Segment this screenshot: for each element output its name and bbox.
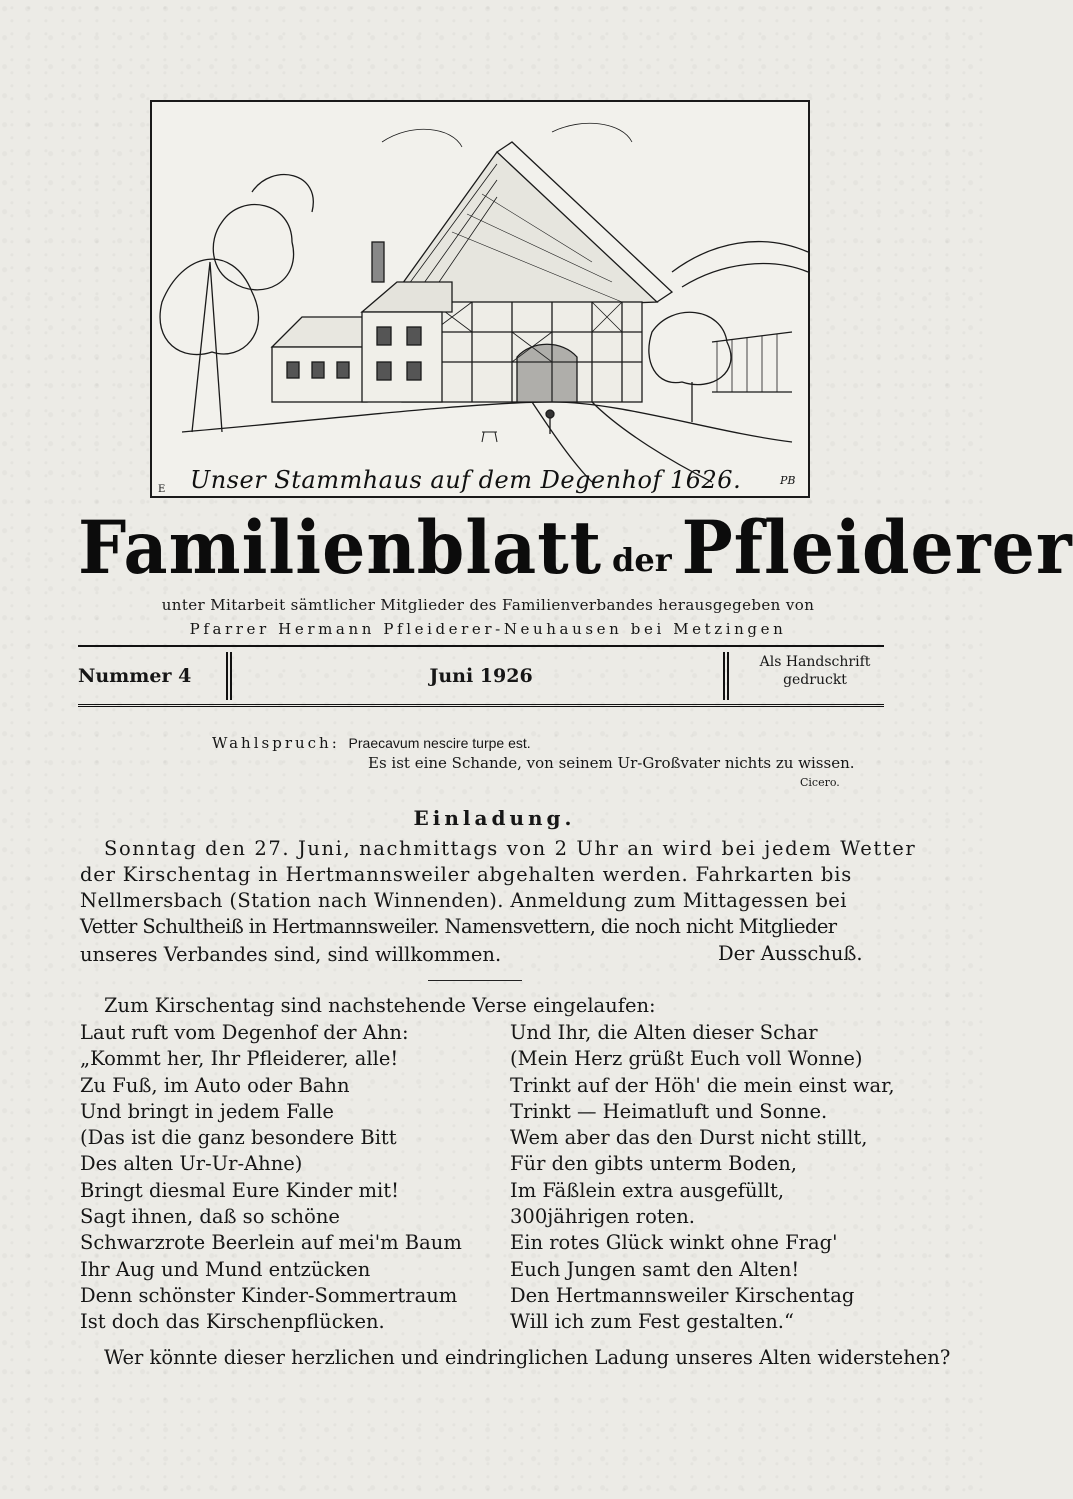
poem-line: Trinkt auf der Höh' die mein einst war, xyxy=(510,1073,895,1097)
poem-line: Sagt ihnen, daß so schöne xyxy=(80,1205,340,1229)
motto-label: Wahlspruch: xyxy=(212,734,340,752)
issue-date: Juni 1926 xyxy=(429,665,533,687)
poem-line: Und Ihr, die Alten dieser Schar xyxy=(510,1021,818,1044)
poem-line: Im Fäßlein extra ausgefüllt, xyxy=(510,1178,785,1202)
poem-line: Bringt diesmal Eure Kinder mit! xyxy=(80,1178,399,1202)
issue-divider xyxy=(723,652,729,700)
issue-note-line2: gedruckt xyxy=(783,672,847,688)
poem-line: Euch Jungen samt den Alten! xyxy=(510,1257,800,1281)
title-connector: der xyxy=(612,541,672,579)
closing-line: Wer könnte dieser herzlichen und eindringlichen Ladung unseres Alten widerstehen? xyxy=(104,1346,951,1369)
poem-line: Und bringt in jedem Falle xyxy=(80,1099,334,1123)
poem-right-column xyxy=(510,1020,895,1336)
poem-line: Will ich zum Fest gestalten.“ xyxy=(510,1310,794,1334)
artist-signature: PB xyxy=(780,474,796,487)
issue-bar xyxy=(78,645,884,707)
issue-note xyxy=(746,653,884,689)
poem-line: Denn schönster Kinder-Sommertraum xyxy=(80,1283,458,1307)
farmhouse-illustration xyxy=(150,100,810,498)
poem-line: (Das ist die ganz besondere Bitt xyxy=(80,1126,397,1150)
poem-line: Ein rotes Glück winkt ohne Frag' xyxy=(510,1231,838,1255)
invitation-line: der Kirschentag in Hertmannsweiler abgehalten werden. Fahrkarten bis xyxy=(80,863,853,886)
issue-number: Nummer 4 xyxy=(78,665,192,687)
invitation-line: Vetter Schultheiß in Hertmannsweiler. Namensvettern, die noch nicht Mitglieder xyxy=(80,915,837,938)
farmhouse-drawing xyxy=(152,102,808,496)
poem-line: Ist doch das Kirschenpflücken. xyxy=(80,1310,385,1334)
poem-line: Ihr Aug und Mund entzücken xyxy=(80,1257,371,1281)
poem-line: Wem aber das den Durst nicht stillt, xyxy=(510,1126,868,1150)
illustration-caption: Unser Stammhaus auf dem Degenhof 1626. xyxy=(190,466,742,494)
poem-line: „Kommt her, Ihr Pfleiderer, alle! xyxy=(80,1047,399,1071)
poem-line: Den Hertmannsweiler Kirschentag xyxy=(510,1283,855,1307)
invitation-line: Sonntag den 27. Juni, nachmittags von 2 Uhr an wird bei jedem Wetter xyxy=(104,837,917,860)
masthead-subtitle: unter Mitarbeit sämtlicher Mitglieder des Familienverbandes herausgegeben von xyxy=(161,596,815,614)
title-part-pfleiderer: Pfleiderer xyxy=(681,504,1073,592)
poem-left-column xyxy=(80,1020,462,1336)
poem-line: (Mein Herz grüßt Euch voll Wonne) xyxy=(510,1047,863,1071)
poem-line: Trinkt — Heimatluft und Sonne. xyxy=(510,1099,828,1123)
masthead-editor: Pfarrer Hermann Pfleiderer-Neuhausen bei Metzingen xyxy=(189,620,787,638)
title-part-familienblatt: Familienblatt xyxy=(78,504,603,592)
motto-author: Cicero. xyxy=(800,776,840,789)
poem-line: Laut ruft vom Degenhof der Ahn: xyxy=(80,1021,409,1044)
motto-line xyxy=(212,734,531,752)
poem-line: Des alten Ur-Ur-Ahne) xyxy=(80,1152,303,1176)
invitation-heading: Einladung. xyxy=(413,806,576,830)
corner-mark: E xyxy=(158,484,166,495)
separator-rule xyxy=(428,980,522,981)
poem-line: 300jährigen roten. xyxy=(510,1205,695,1229)
poem-line: Für den gibts unterm Boden, xyxy=(510,1152,797,1176)
poem-line: Zu Fuß, im Auto oder Bahn xyxy=(80,1073,350,1097)
invitation-line: unseres Verbandes sind, sind willkommen. xyxy=(80,943,502,966)
invitation-signature: Der Ausschuß. xyxy=(718,942,863,965)
issue-note-line1: Als Handschrift xyxy=(759,654,871,670)
poem-intro: Zum Kirschentag sind nachstehende Verse eingelaufen: xyxy=(104,994,656,1017)
masthead-title xyxy=(78,504,1073,592)
motto-german: Es ist eine Schande, von seinem Ur-Großvater nichts zu wissen. xyxy=(368,754,855,772)
invitation-line: Nellmersbach (Station nach Winnenden). Anmeldung zum Mittagessen bei xyxy=(80,889,847,912)
poem-line: Schwarzrote Beerlein auf mei'm Baum xyxy=(80,1231,462,1255)
motto-latin: Praecavum nescire turpe est. xyxy=(348,735,531,751)
